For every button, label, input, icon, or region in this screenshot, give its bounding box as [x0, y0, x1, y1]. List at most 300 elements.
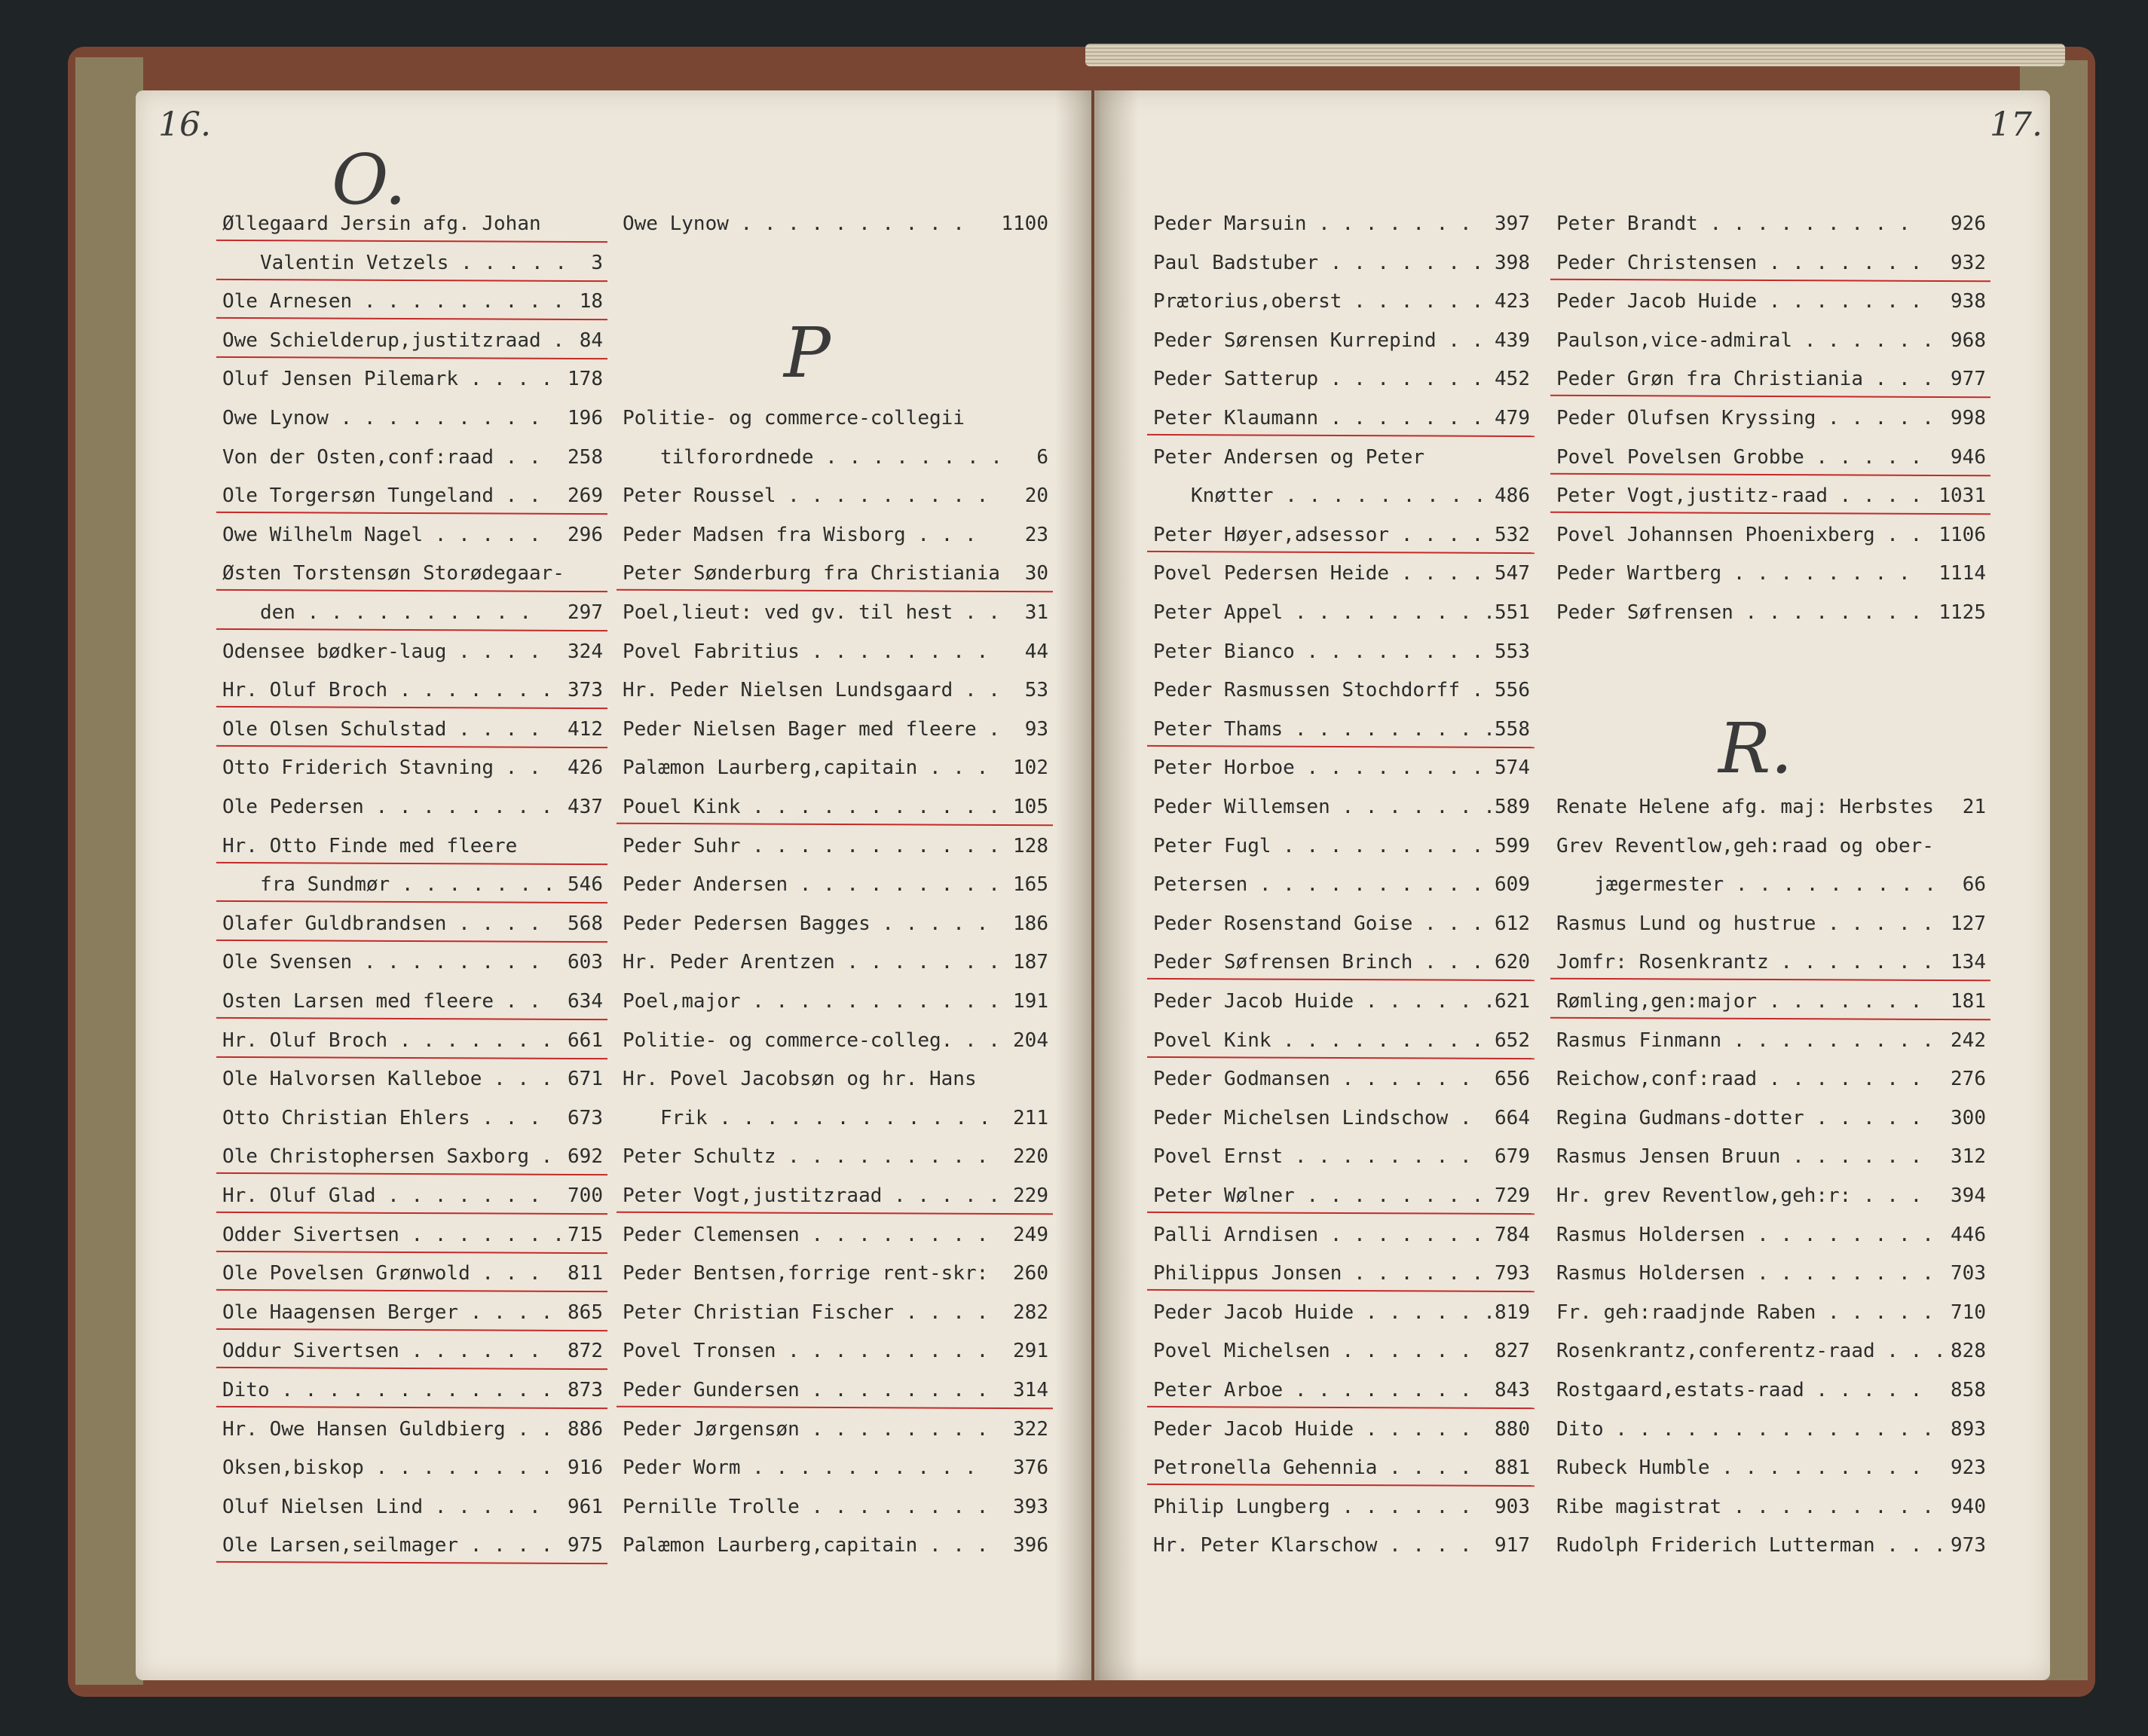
- entry-page-number: 603: [568, 951, 603, 974]
- entry-page-number: 269: [568, 484, 603, 508]
- index-entry: [222, 248, 603, 278]
- index-entry: [1556, 1103, 1986, 1133]
- index-entry: [623, 481, 1048, 511]
- index-entry: [222, 209, 603, 239]
- entry-page-number: 612: [1495, 912, 1530, 935]
- index-entry: [623, 1258, 1048, 1288]
- index-entry: [623, 1181, 1048, 1211]
- index-entry: [1556, 481, 1986, 511]
- index-entry: [1153, 481, 1530, 511]
- entry-name: Ole Arnesen . . . . . . . . .: [222, 290, 565, 313]
- entry-page-number: 547: [1495, 562, 1530, 585]
- index-entry: [623, 909, 1048, 939]
- entry-name: den . . . . . . . . . .: [260, 601, 532, 624]
- entry-name: Hr. Owe Hansen Guldbierg . .: [222, 1417, 553, 1441]
- entry-name: Rasmus Holdersen . . . . . . . .: [1556, 1262, 1934, 1285]
- entry-name: Hr. Oluf Glad . . . . . . .: [222, 1184, 541, 1207]
- entry-page-number: 703: [1951, 1262, 1986, 1285]
- index-entry: [222, 403, 603, 433]
- entry-page-number: 1100: [1001, 212, 1048, 235]
- index-entry: [1153, 1103, 1530, 1133]
- entry-page-number: 679: [1495, 1145, 1530, 1169]
- entry-name: Povel Michelsen . . . . . .: [1153, 1340, 1472, 1363]
- entry-page-number: 296: [568, 523, 603, 546]
- index-entry: [1153, 1530, 1530, 1560]
- entry-name: Frik . . . . . . . . . . . .: [660, 1106, 991, 1129]
- entry-name: Povel Tronsen . . . . . . . . .: [623, 1340, 989, 1363]
- index-entry: [1556, 1220, 1986, 1250]
- entry-page-number: 673: [568, 1106, 603, 1129]
- entry-page-number: 977: [1951, 368, 1986, 391]
- index-entry: [623, 753, 1048, 783]
- entry-page-number: 609: [1495, 873, 1530, 897]
- entry-name: Povel Ernst . . . . . . . .: [1153, 1145, 1472, 1169]
- entry-name: Peder Madsen fra Wisborg . . .: [623, 523, 977, 546]
- entry-page-number: 729: [1495, 1184, 1530, 1207]
- entry-page-number: 53: [1024, 679, 1048, 702]
- entry-page-number: 700: [568, 1184, 603, 1207]
- entry-name: Peder Søfrensen . . . . . . . .: [1556, 601, 1923, 624]
- entry-name: Odensee bødker-laug . . . .: [222, 640, 541, 663]
- entry-page-number: 827: [1495, 1340, 1530, 1363]
- entry-page-number: 242: [1951, 1028, 1986, 1052]
- index-entry: [623, 520, 1048, 550]
- entry-page-number: 128: [1013, 834, 1048, 857]
- entry-page-number: 793: [1495, 1262, 1530, 1285]
- index-entry: [1556, 792, 1986, 822]
- entry-name: Rosenkrantz,conferentz-raad . . .: [1556, 1340, 1946, 1363]
- index-entry: [1153, 558, 1530, 588]
- entry-page-number: 961: [568, 1495, 603, 1518]
- index-entry: [222, 675, 603, 705]
- index-entry: [623, 1297, 1048, 1328]
- index-entry: [623, 1336, 1048, 1366]
- index-entry: [1153, 1492, 1530, 1522]
- index-entry: [1153, 753, 1530, 783]
- index-entry: [1556, 1375, 1986, 1405]
- index-entry: [1153, 1181, 1530, 1211]
- entry-name: Pouel Kink . . . . . . . . . . .: [623, 796, 1000, 818]
- index-entry: [1153, 1220, 1530, 1250]
- index-entry: [1556, 442, 1986, 472]
- entry-name: tilforordnede . . . . . . . .: [660, 445, 1002, 469]
- entry-name: Povel Johannsen Phoenixberg . .: [1556, 523, 1923, 546]
- entry-page-number: 396: [1013, 1534, 1048, 1557]
- index-entry: [623, 1414, 1048, 1444]
- index-entry: [1556, 209, 1986, 239]
- entry-name: Hr. Peder Nielsen Lundsgaard . .: [623, 679, 1000, 702]
- entry-page-number: 423: [1495, 290, 1530, 313]
- entry-page-number: 486: [1495, 484, 1530, 508]
- entry-name: Grev Reventlow,geh:raad og ober-: [1556, 834, 1934, 857]
- index-entry: [1556, 831, 1986, 861]
- entry-name: fra Sundmør . . . . . . .: [260, 873, 555, 897]
- entry-name: Peder Søfrensen Brinch . . .: [1153, 951, 1484, 974]
- entry-page-number: 568: [568, 912, 603, 935]
- entry-page-number: 881: [1495, 1456, 1530, 1480]
- index-entry: [1153, 714, 1530, 744]
- entry-page-number: 1125: [1938, 601, 1986, 624]
- entry-name: Rubeck Humble . . . . . . . . .: [1556, 1456, 1923, 1480]
- entry-page-number: 452: [1495, 368, 1530, 391]
- entry-page-number: 394: [1951, 1184, 1986, 1207]
- entry-page-number: 178: [568, 368, 603, 391]
- entry-page-number: 397: [1495, 212, 1530, 235]
- index-entry: [1153, 520, 1530, 550]
- index-entry: [222, 1103, 603, 1133]
- entry-name: Peter Christian Fischer . . . .: [623, 1300, 989, 1324]
- index-entry: [1556, 1336, 1986, 1366]
- entry-page-number: 30: [1024, 562, 1048, 585]
- entry-page-number: 229: [1013, 1184, 1048, 1207]
- entry-page-number: 211: [1013, 1106, 1048, 1129]
- entry-page-number: 664: [1495, 1106, 1530, 1129]
- entry-name: Peder Jacob Huide . . . . . . .: [1556, 290, 1923, 313]
- entry-page-number: 204: [1013, 1028, 1048, 1052]
- entry-name: Palli Arndisen . . . . . . .: [1153, 1223, 1484, 1246]
- index-entry: [623, 1453, 1048, 1483]
- entry-name: Peder Grøn fra Christiania . . .: [1556, 368, 1934, 391]
- entry-page-number: 181: [1951, 990, 1986, 1013]
- index-entry: [1556, 909, 1986, 939]
- section-letter-p: P: [784, 313, 831, 393]
- entry-page-number: 858: [1951, 1379, 1986, 1401]
- index-entry: [623, 598, 1048, 628]
- index-entry: [222, 1064, 603, 1094]
- index-entry: [1153, 1025, 1530, 1056]
- entry-name: Owe Lynow . . . . . . . . .: [222, 407, 541, 429]
- entry-name: Palæmon Laurberg,capitain . . .: [623, 756, 989, 780]
- index-entry: [1153, 1453, 1530, 1483]
- index-entry: [1153, 1336, 1530, 1366]
- entry-name: Hr. Otto Finde med fleere: [222, 834, 518, 857]
- entry-name: Peder Clemensen . . . . . . . .: [623, 1223, 989, 1246]
- index-entry: [1153, 403, 1530, 433]
- index-entry: [1153, 986, 1530, 1016]
- entry-name: Peder Wartberg . . . . . . . .: [1556, 562, 1911, 585]
- entry-page-number: 656: [1495, 1068, 1530, 1091]
- entry-page-number: 828: [1951, 1340, 1986, 1363]
- index-entry: [222, 986, 603, 1016]
- entry-page-number: 258: [568, 445, 603, 469]
- index-entry: [1556, 1530, 1986, 1560]
- entry-name: Peder Satterup . . . . . . .: [1153, 368, 1484, 391]
- index-entry: [222, 326, 603, 356]
- entry-page-number: 105: [1013, 796, 1048, 818]
- entry-page-number: 873: [568, 1379, 603, 1401]
- entry-page-number: 715: [568, 1223, 603, 1246]
- entry-name: Rostgaard,estats-raad . . . . .: [1556, 1379, 1923, 1401]
- entry-name: Peter Schultz . . . . . . . . .: [623, 1145, 989, 1169]
- entry-page-number: 191: [1013, 990, 1048, 1013]
- entry-page-number: 412: [568, 717, 603, 741]
- cloth-corner-left: [75, 57, 143, 1685]
- entry-page-number: 886: [568, 1417, 603, 1441]
- entry-name: Hr. Oluf Broch . . . . . . .: [222, 1028, 553, 1052]
- index-entry: [1153, 248, 1530, 278]
- entry-name: Paulson,vice-admiral . . . . . .: [1556, 329, 1934, 352]
- entry-name: Peder Olufsen Kryssing . . . . .: [1556, 407, 1934, 429]
- entry-name: Oksen,biskop . . . . . . . .: [222, 1456, 553, 1480]
- entry-page-number: 574: [1495, 756, 1530, 780]
- entry-name: Peter Wølner . . . . . . . .: [1153, 1184, 1484, 1207]
- entry-page-number: 260: [1013, 1262, 1048, 1285]
- entry-name: Rasmus Holdersen . . . . . . . .: [1556, 1223, 1934, 1246]
- entry-page-number: 893: [1951, 1417, 1986, 1441]
- index-entry: [1556, 1453, 1986, 1483]
- entry-name: Peder Jacob Huide . . . . . .: [1153, 990, 1495, 1013]
- entry-name: Renate Helene afg. maj: Herbstes: [1556, 796, 1934, 818]
- entry-name: Peter Brandt . . . . . . . . .: [1556, 212, 1911, 235]
- index-entry: [222, 598, 603, 628]
- entry-name: Povel Pedersen Heide . . . .: [1153, 562, 1484, 585]
- entry-name: Otto Christian Ehlers . . .: [222, 1106, 541, 1129]
- entry-name: Dito . . . . . . . . . . . .: [222, 1379, 553, 1401]
- index-entry: [1153, 326, 1530, 356]
- entry-page-number: 973: [1951, 1534, 1986, 1557]
- entry-name: Peter Klaumann . . . . . . .: [1153, 407, 1484, 429]
- index-entry: [1153, 286, 1530, 316]
- entry-page-number: 932: [1951, 251, 1986, 274]
- entry-name: Osten Larsen med fleere . .: [222, 990, 541, 1013]
- entry-page-number: 324: [568, 640, 603, 663]
- entry-name: Peder Suhr . . . . . . . . . . .: [623, 834, 1000, 857]
- entry-page-number: 479: [1495, 407, 1530, 429]
- entry-name: Peder Rosenstand Goise . . .: [1153, 912, 1484, 935]
- entry-name: Peter Horboe . . . . . . . .: [1153, 756, 1484, 780]
- entry-name: Peter Høyer,adsessor . . . .: [1153, 523, 1484, 546]
- index-entry: [1153, 1375, 1530, 1405]
- index-entry: [1153, 675, 1530, 705]
- index-entry: [623, 831, 1048, 861]
- index-entry: [1556, 520, 1986, 550]
- index-entry: [1153, 792, 1530, 822]
- index-entry: [1556, 598, 1986, 628]
- index-entry: [1556, 1142, 1986, 1172]
- index-entry: [623, 792, 1048, 822]
- entry-page-number: 558: [1495, 717, 1530, 741]
- entry-name: Odder Sivertsen . . . . . . .: [222, 1223, 565, 1246]
- index-entry: [222, 1414, 603, 1444]
- entry-name: Peter Andersen og Peter: [1153, 445, 1425, 469]
- entry-page-number: 903: [1495, 1495, 1530, 1518]
- entry-name: Peder Marsuin . . . . . . .: [1153, 212, 1472, 235]
- entry-page-number: 220: [1013, 1145, 1048, 1169]
- index-entry: [222, 1530, 603, 1560]
- entry-name: Peder Worm . . . . . . . . . .: [623, 1456, 977, 1480]
- entry-name: Peter Roussel . . . . . . . . .: [623, 484, 989, 508]
- entry-name: Peter Vogt,justitz-raad . . . .: [1556, 484, 1923, 508]
- entry-page-number: 322: [1013, 1417, 1048, 1441]
- index-entry: [222, 1492, 603, 1522]
- entry-page-number: 589: [1495, 796, 1530, 818]
- index-entry: [1153, 947, 1530, 977]
- entry-name: Hr. Peder Arentzen . . . . . . .: [623, 951, 1000, 974]
- entry-page-number: 1106: [1938, 523, 1986, 546]
- entry-name: Ole Halvorsen Kalleboe . . .: [222, 1068, 553, 1091]
- index-entry: [1556, 1025, 1986, 1056]
- entry-page-number: 186: [1013, 912, 1048, 935]
- index-entry: [1153, 637, 1530, 667]
- index-entry: [1153, 1297, 1530, 1328]
- entry-name: Jomfr: Rosenkrantz . . . . . . .: [1556, 951, 1934, 974]
- index-entry: [623, 1220, 1048, 1250]
- entry-page-number: 620: [1495, 951, 1530, 974]
- entry-page-number: 968: [1951, 329, 1986, 352]
- entry-name: Peder Jacob Huide . . . . .: [1153, 1417, 1472, 1441]
- index-entry: [1153, 1414, 1530, 1444]
- entry-name: Hr. grev Reventlow,geh:r: . . .: [1556, 1184, 1923, 1207]
- entry-page-number: 446: [1951, 1223, 1986, 1246]
- index-entry: [1153, 1142, 1530, 1172]
- entry-page-number: 917: [1495, 1534, 1530, 1557]
- index-entry: [623, 870, 1048, 900]
- page-number-left: 16.: [158, 105, 211, 144]
- entry-page-number: 21: [1962, 796, 1986, 818]
- index-entry: [222, 1453, 603, 1483]
- section-letter-o: O.: [332, 139, 407, 220]
- entry-page-number: 297: [568, 601, 603, 624]
- index-entry: [222, 442, 603, 472]
- entry-page-number: 710: [1951, 1300, 1986, 1324]
- index-entry: [623, 1375, 1048, 1405]
- entry-page-number: 373: [568, 679, 603, 702]
- index-entry: [1153, 909, 1530, 939]
- entry-name: Owe Schielderup,justitzraad .: [222, 329, 565, 352]
- index-entry: [222, 714, 603, 744]
- entry-name: Oluf Nielsen Lind . . . . .: [222, 1495, 541, 1518]
- entry-page-number: 998: [1951, 407, 1986, 429]
- entry-name: Peder Godmansen . . . . . .: [1153, 1068, 1472, 1091]
- entry-page-number: 393: [1013, 1495, 1048, 1518]
- entry-page-number: 880: [1495, 1417, 1530, 1441]
- entry-name: Rasmus Jensen Bruun . . . . . .: [1556, 1145, 1923, 1169]
- index-entry: [222, 1220, 603, 1250]
- entry-page-number: 312: [1951, 1145, 1986, 1169]
- index-entry: [1556, 403, 1986, 433]
- entry-name: Peder Rasmussen Stochdorff .: [1153, 679, 1484, 702]
- index-entry: [623, 1142, 1048, 1172]
- entry-name: Peter Bianco . . . . . . . .: [1153, 640, 1484, 663]
- entry-name: Rasmus Lund og hustrue . . . . .: [1556, 912, 1934, 935]
- entry-name: Fr. geh:raadjnde Raben . . . . .: [1556, 1300, 1934, 1324]
- entry-page-number: 556: [1495, 679, 1530, 702]
- page-edges: [1085, 44, 2065, 66]
- entry-name: Poel,major . . . . . . . . . . .: [623, 990, 1000, 1013]
- entry-name: Dito . . . . . . . . . . . . . .: [1556, 1417, 1934, 1441]
- entry-page-number: 31: [1024, 601, 1048, 624]
- index-entry: [623, 1103, 1048, 1133]
- entry-page-number: 916: [568, 1456, 603, 1480]
- entry-name: Øllegaard Jersin afg. Johan: [222, 212, 541, 235]
- index-entry: [222, 1181, 603, 1211]
- index-entry: [222, 1375, 603, 1405]
- entry-page-number: 1114: [1938, 562, 1986, 585]
- entry-name: Valentin Vetzels . . . . .: [260, 251, 567, 274]
- entry-page-number: 6: [1036, 445, 1048, 469]
- index-entry: [1556, 1181, 1986, 1211]
- entry-name: Ole Haagensen Berger . . . .: [222, 1300, 553, 1324]
- page-number-right: 17.: [1990, 105, 2042, 144]
- index-entry: [1153, 870, 1530, 900]
- entry-page-number: 102: [1013, 756, 1048, 780]
- entry-page-number: 249: [1013, 1223, 1048, 1246]
- entry-name: Povel Kink . . . . . . . . .: [1153, 1028, 1484, 1052]
- index-entry: [1556, 1414, 1986, 1444]
- entry-name: Petersen . . . . . . . . . .: [1153, 873, 1484, 897]
- entry-page-number: 439: [1495, 329, 1530, 352]
- entry-page-number: 692: [568, 1145, 603, 1169]
- entry-page-number: 652: [1495, 1028, 1530, 1052]
- entry-page-number: 621: [1495, 990, 1530, 1013]
- entry-page-number: 551: [1495, 601, 1530, 624]
- entry-name: Ole Christophersen Saxborg .: [222, 1145, 553, 1169]
- index-entry: [222, 947, 603, 977]
- index-entry: [222, 558, 603, 588]
- entry-page-number: 1031: [1938, 484, 1986, 508]
- entry-page-number: 634: [568, 990, 603, 1013]
- entry-page-number: 938: [1951, 290, 1986, 313]
- entry-name: Peder Gundersen . . . . . . . .: [623, 1379, 989, 1401]
- index-entry: [623, 986, 1048, 1016]
- index-entry: [623, 442, 1048, 472]
- index-entry: [1556, 947, 1986, 977]
- index-entry: [623, 558, 1048, 588]
- entry-name: Povel Povelsen Grobbe . . . . .: [1556, 445, 1923, 469]
- index-entry: [1556, 1258, 1986, 1288]
- entry-name: Peter Thams . . . . . . . . .: [1153, 717, 1495, 741]
- entry-name: Prætorius,oberst . . . . . .: [1153, 290, 1484, 313]
- entry-name: Hr. Povel Jacobsøn og hr. Hans: [623, 1068, 977, 1091]
- entry-name: Peder Sørensen Kurrepind . .: [1153, 329, 1484, 352]
- entry-name: Peder Nielsen Bager med fleere .: [623, 717, 1000, 741]
- index-entry: [623, 1492, 1048, 1522]
- entry-name: Peder Michelsen Lindschow .: [1153, 1106, 1472, 1129]
- entry-page-number: 3: [591, 251, 603, 274]
- entry-page-number: 784: [1495, 1223, 1530, 1246]
- index-entry: [1153, 1258, 1530, 1288]
- entry-name: Peder Jørgensøn . . . . . . . .: [623, 1417, 989, 1441]
- entry-name: Østen Torstensøn Storødegaar-: [222, 562, 565, 585]
- index-entry: [1556, 558, 1986, 588]
- entry-name: Ole Svensen . . . . . . . .: [222, 951, 541, 974]
- entry-page-number: 923: [1951, 1456, 1986, 1480]
- entry-page-number: 437: [568, 796, 603, 818]
- entry-page-number: 946: [1951, 445, 1986, 469]
- index-entry: [623, 1064, 1048, 1094]
- index-entry: [623, 209, 1048, 239]
- entry-name: Pernille Trolle . . . . . . . .: [623, 1495, 989, 1518]
- entry-name: Knøtter . . . . . . . . .: [1191, 484, 1486, 508]
- index-entry: [1556, 870, 1986, 900]
- index-entry: [1556, 326, 1986, 356]
- entry-page-number: 811: [568, 1262, 603, 1285]
- entry-name: jægermester . . . . . . . . .: [1594, 873, 1936, 897]
- entry-page-number: 843: [1495, 1379, 1530, 1401]
- index-entry: [222, 1297, 603, 1328]
- entry-name: Hr. Oluf Broch . . . . . . .: [222, 679, 553, 702]
- entry-name: Oddur Sivertsen . . . . . .: [222, 1340, 541, 1363]
- entry-page-number: 165: [1013, 873, 1048, 897]
- entry-name: Owe Lynow . . . . . . . . . .: [623, 212, 965, 235]
- entry-name: Rudolph Friderich Lutterman . . .: [1556, 1534, 1946, 1557]
- index-entry: [222, 520, 603, 550]
- entry-name: Ole Larsen,seilmager . . . .: [222, 1534, 553, 1557]
- entry-page-number: 127: [1951, 912, 1986, 935]
- index-entry: [1556, 248, 1986, 278]
- entry-page-number: 93: [1024, 717, 1048, 741]
- entry-page-number: 314: [1013, 1379, 1048, 1401]
